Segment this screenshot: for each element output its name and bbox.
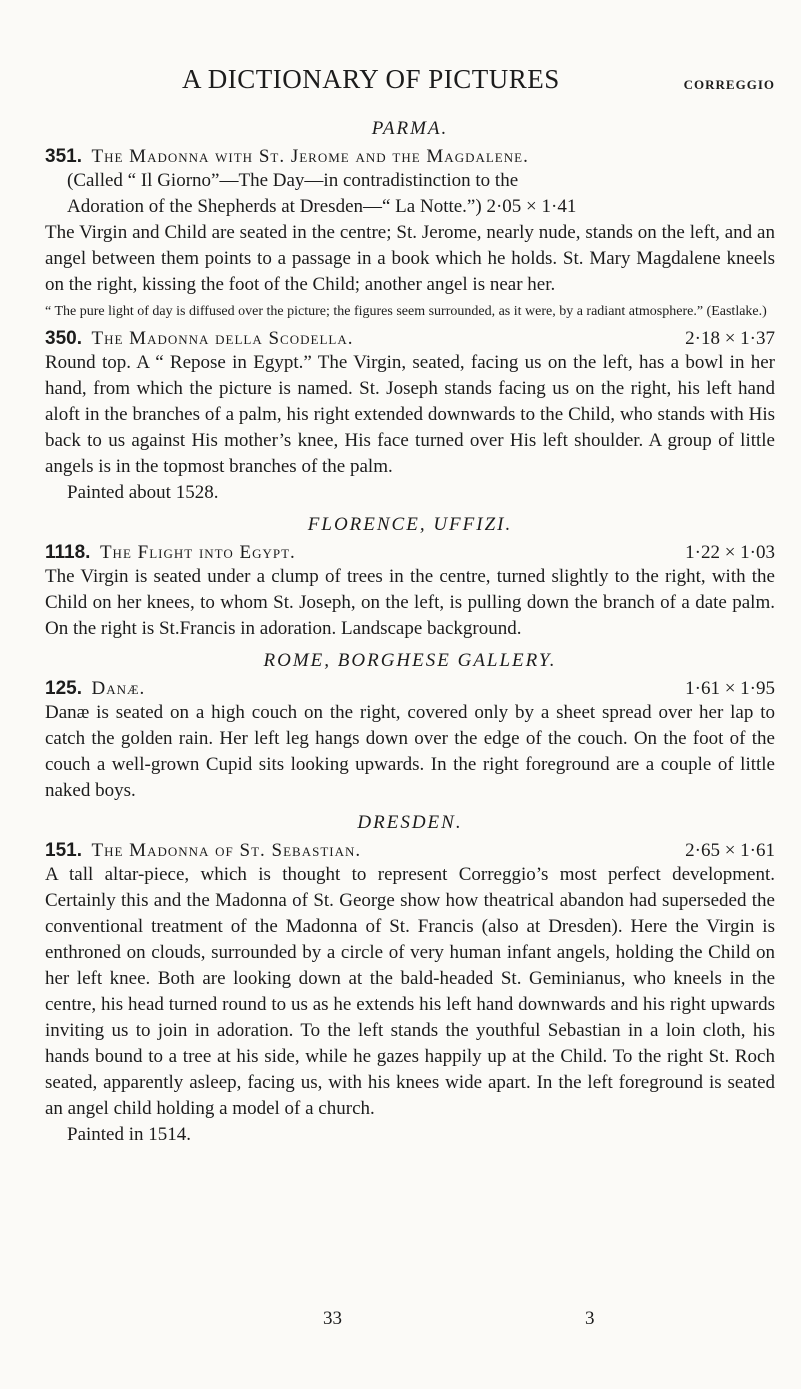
entry-title: Danæ. [91,678,146,699]
page [45,0,775,1329]
entry-heading [45,146,775,168]
entry-size: 2·18 × 1·37 [685,328,775,349]
entry-description: Round top. A “ Repose in Egypt.” The Virgin, seated, facing us on the left, has a bowl in her hand, from which the picture is named. St. Joseph stands facing us on the right, his left hand aloft in the branches of a palm, his right extended downwards to the Child, who stands with His back to us against His mother’s knee, His face turned over His left shoulder. A group of little angels is in the topmost branches of the palm. [45,352,775,477]
running-head [45,0,775,110]
entry-number: 350. [45,328,82,349]
entry-title: The Madonna della Scodella. [91,328,354,349]
entry-subtitle-line: Adoration of the Shepherds at Dresden—“ La Notte.”) 2·05 × 1·41 [67,196,577,217]
entry-note: Painted about 1528. [67,482,219,503]
entry-heading [45,840,775,862]
entry-size: 1·61 × 1·95 [685,678,775,699]
entry-number: 351. [45,146,82,167]
entry-size: 2·65 × 1·61 [685,840,775,861]
book-title: A DICTIONARY OF PICTURES [182,64,560,94]
entry-heading [45,328,775,350]
entry-subtitle-line: (Called “ Il Giorno”—The Day—in contradistinction to the [67,170,519,191]
entry-description: Danæ is seated on a high couch on the right, covered only by a sheet spread over her lap to catch the golden rain. Her left leg hangs down over the edge of the couch. On the foot of the couch a well-grown Cupid sits looking upwards. In the right foreground are a couple of little naked boys. [45,702,775,801]
page-number: 33 [323,1308,342,1329]
entry-number: 125. [45,678,82,699]
entry-description: The Virgin is seated under a clump of trees in the centre, turned slightly to the right, with the Child on her knees, to whom St. Joseph, on the left, is pulling down the branch of a date palm. On the right is St.Francis in adoration. Landscape background. [45,566,775,639]
entry-title: The Madonna with St. Jerome and the Magdalene. [91,146,529,167]
place-heading: FLORENCE, UFFIZI. [307,514,513,535]
entry-heading [45,542,775,564]
entry-description: The Virgin and Child are seated in the centre; St. Jerome, nearly nude, stands on the left, and an angel between them points to a passage in a book which he holds. St. Mary Magdalene kneels on the right, kissing the foot of the Child; another angel is near her. [45,222,775,295]
entry-description: A tall altar-piece, which is thought to represent Correggio’s most perfect development. Certainly this and the Madonna of St. George show how theatrical abandon had superseded the conventional treatment of the Madonna of St. Francis (also at Dresden). Here the Virgin is enthroned on clouds, surrounded by a circle of very human infant angels, holding the Child on her left knee. Both are looking down at the bald-headed St. Geminianus, who kneels in the centre, his head turned round to us as he extends his left hand downwards and his right upwards inviting us to join in adoration. To the left stands the youthful Sebastian in a loin cloth, his hands bound to a tree at his side, while he gazes happily up at the Child. To the right St. Roch seated, apparently asleep, facing us, with his knees wide apart. In the left foreground is seated an angel child holding a model of a church. [45,864,775,1119]
entry-heading [45,678,775,700]
entry-note: Painted in 1514. [67,1124,192,1145]
entry-title: The Flight into Egypt. [99,542,296,563]
signature-mark: 3 [585,1308,595,1329]
entry-number: 151. [45,840,82,861]
entry-size: 1·22 × 1·03 [685,542,775,563]
entry-quote: “ The pure light of day is diffused over the picture; the figures seem surrounded, as it were, by a radiant atmosphere.” (Eastlake.) [45,304,767,319]
entry-number: 1118. [45,542,91,563]
place-heading: DRESDEN. [357,812,463,833]
entry-title: The Madonna of St. Sebastian. [91,840,362,861]
running-head-artist: CORREGGIO [683,77,775,92]
place-heading: ROME, BORGHESE GALLERY. [263,650,557,671]
place-heading: PARMA. [371,118,449,139]
